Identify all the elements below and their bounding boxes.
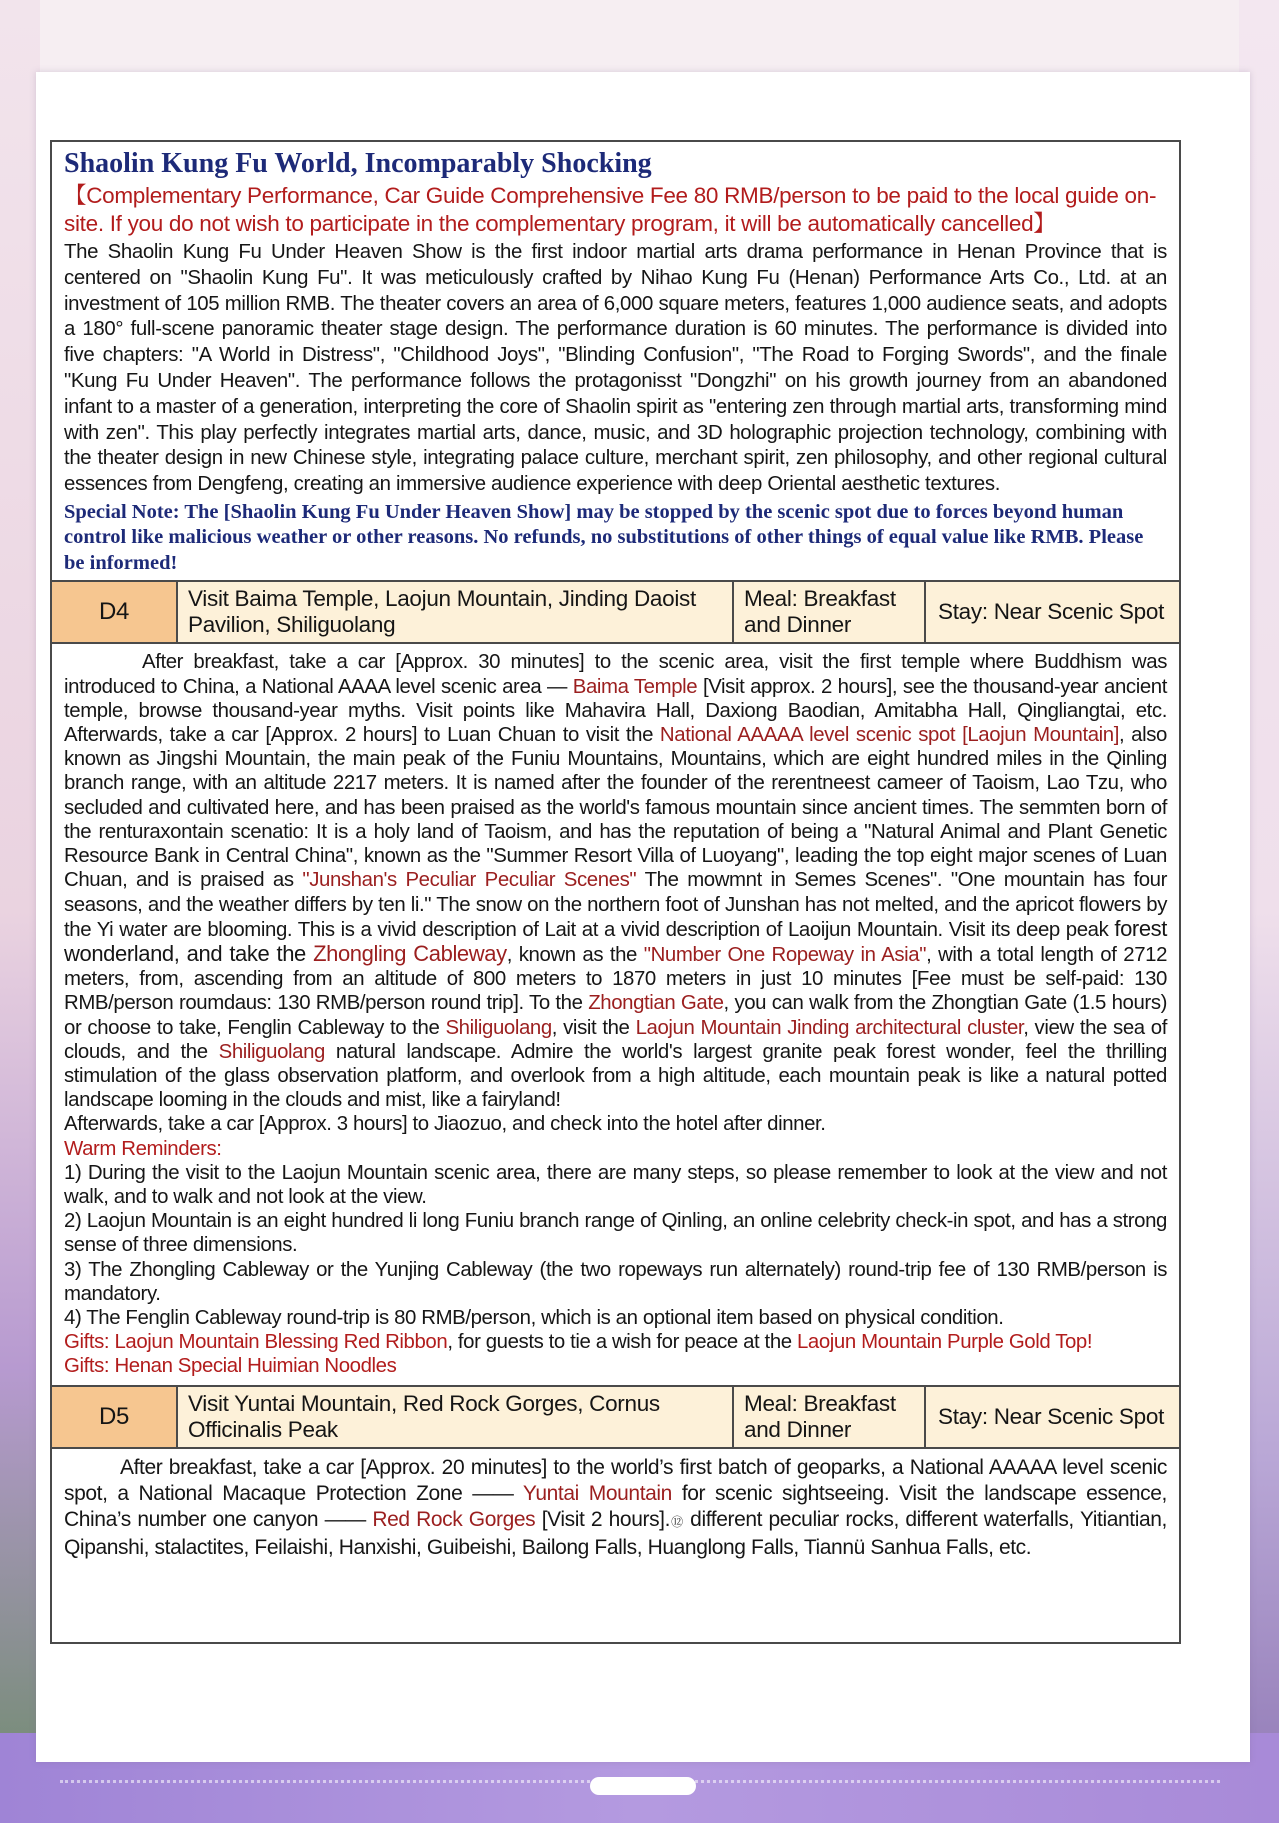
reminder-item: 1) During the visit to the Laojun Mountain scenic area, there are many steps, so please remember to look at the view and not walk, and to walk and not look at the view. [64,1161,1167,1208]
day-body-d4 [52,644,1179,1384]
day-header-d5 [52,1385,1179,1449]
reminder-item: 4) The Fenglin Cableway round-trip is 80 RMB/person, which is an optional item based on physical condition. [64,1306,1004,1329]
day-meal: Meal: Breakfast and Dinner [734,1387,926,1447]
show-title: Shaolin Kung Fu World, Incomparably Shocking [64,148,652,179]
day-route: Visit Baima Temple, Laojun Mountain, Jinding Daoist Pavilion, Shiliguolang [178,582,734,642]
day-description: After breakfast, take a car [Approx. 30 minutes] to the scenic area, visit the first temple where Buddhism was introduced to China, a National AAAA level scenic area — Baima Temple [Visit approx. 2 hours], see the thousand-year ancient temple, browse thousand-year myths. Visit points like Mahavira Hall, Daxiong Baodian, Amitabha Hall, Qingliangtai, etc. Afterwards, take a car [Approx. 2 hours] to Luan Chuan to visit the National AAAAA level scenic spot [Laojun Mountain], also known as Jingshi Mountain, the main peak of the Funiu Mountains, Mountains, which are eight hundred miles in the Qinling branch range, with an altitude 2217 meters. It is named after the founder of the rerentneest cameer of Taoism, Lao Tzu, who secluded and cultivated here, and has been praised as the world's famous mountain since ancient times. The semmten born of the renturaxontain scenatio: It is a holy land of Taoism, and has the reputation of being a "Natural Animal and Plant Genetic Resource Bank in Central China", known as the "Summer Resort Villa of Luoyang", leading the top eight major scenes of Luan Chuan, and is praised as "Junshan's Peculiar Peculiar Scenes" The mowmnt in Semes Scenes". "One mountain has four seasons, and the weather differs by ten li." The snow on the northern foot of Junshan has not melted, and the apricot flowers by the Yi water are blooming. This is a vivid description of Lait at a vivid description of Laoijun Mountain. Visit its deep peak forest wonderland, and take the Zhongling Cableway, known as the "Number One Ropeway in Asia", with a total length of 2712 meters, from, ascending from an altitude of 800 meters to 1870 meters in just 10 minutes [Fee must be self-paid: 130 RMB/person roumdaus: 130 RMB/person round trip]. To the Zhongtian Gate, you can walk from the Zhongtian Gate (1.5 hours) or choose to take, Fenglin Cableway to the Shiliguolang, visit the Laojun Mountain Jinding architectural cluster, view the sea of clouds, and the Shiliguolang natural landscape. Admire the world's largest granite peak forest wonder, feel the thrilling stimulation of the glass observation platform, and overlook from a high altitude, each mountain peak is like a natural potted landscape looming in the clouds and mist, like a fairyland! [64,651,1168,1112]
itinerary-frame [50,140,1181,1644]
highlight-shiliguolang-2: Shiliguolang [218,1040,325,1063]
day-meal: Meal: Breakfast and Dinner [734,582,926,642]
day-route: Visit Yuntai Mountain, Red Rock Gorges, Cornus Officinalis Peak [178,1387,734,1447]
day-stay: Stay: Near Scenic Spot [926,582,1179,642]
day-stay: Stay: Near Scenic Spot [926,1387,1179,1447]
day-header-d4 [52,580,1179,644]
reminder-item: 2) Laojun Mountain is an eight hundred li long Funiu branch range of Qinling, an online celebrity check-in spot, and has a strong sense of three dimensions. [64,1210,1167,1257]
warm-reminders-title: Warm Reminders: [64,1137,222,1160]
highlight-laojun-mountain: National AAAAA level scenic spot [Laojun Mountain] [659,724,1120,747]
highlight-jinding-cluster: Laojun Mountain Jinding architectural cluster [635,1016,1024,1039]
highlight-baima-temple: Baima Temple [572,675,698,698]
show-fee-note: 【Complementary Performance, Car Guide Comprehensive Fee 80 RMB/person to be paid to the local guide on-site. If you do not wish to participate in the complementary program, it will be automatically cancelled】 [64,183,1157,236]
day-description: After breakfast, take a car [Approx. 20 minutes] to the world’s first batch of geoparks, a National AAAAA level scenic spot, a National Macaque Protection Zone —— Yuntai Mountain for scenic sightseeing. Visit the landscape essence, China’s number one canyon —— Red Rock Gorges [Visit 2 hours].⑫ different peculiar rocks, different waterfalls, Yitiantian, Qipanshi, stalactites, Feilaishi, Hanxishi, Guibeishi, Bailong Falls, Huanglong Falls, Tiannü Sanhua Falls, etc. [64,1455,1167,1559]
highlight-number-one-ropeway: "Number One Ropeway in Asia" [643,943,927,966]
highlight-zhongtian-gate: Zhongtian Gate [588,992,724,1015]
day-evening-note: Afterwards, take a car [Approx. 3 hours] to Jiaozuo, and check into the hotel after dinner. [64,1113,826,1136]
highlight-junshan-scenes: "Junshan's Peculiar Peculiar Scenes" [302,869,637,892]
background-left-scenery [0,0,40,1823]
page-scroll-indicator[interactable] [590,1777,696,1795]
show-intro-section [52,142,1179,580]
special-note: Special Note: The [Shaolin Kung Fu Under Heaven Show] may be stopped by the scenic spot due to forces beyond human control like malicious weather or other reasons. No refunds, no substitutions of other things of equal value like RMB. Please be informed! [64,500,1144,574]
highlight-yuntai-mountain: Yuntai Mountain [522,1481,672,1505]
inline-marker: ⑫ [670,1514,684,1529]
gift-line-1: Gifts: Laojun Mountain Blessing Red Ribbon, for guests to tie a wish for peace at the Laojun Mountain Purple Gold Top! [64,1331,1093,1354]
day-number: D5 [52,1387,178,1447]
day-body-d5 [52,1449,1179,1567]
reminder-item: 3) The Zhongling Cableway or the Yunjing Cableway (the two ropeways run alternately) round-trip fee of 130 RMB/person is mandatory. [64,1258,1167,1305]
highlight-zhongling-cableway: Zhongling Cableway [305,940,507,966]
day-number: D4 [52,582,178,642]
highlight-shiliguolang: Shiliguolang [445,1016,552,1039]
show-description: The Shaolin Kung Fu Under Heaven Show is the first indoor martial arts drama performance in Henan Province that is centered on "Shaolin Kung Fu". It was meticulously crafted by Nihao Kung Fu (Henan) Performance Arts Co., Ltd. at an investment of 105 million RMB. The theater covers an area of 6,000 square meters, features 1,000 audience seats, and adopts a 180° full-scene panoramic theater stage design. The performance duration is 60 minutes. The performance is divided into five chapters: "A World in Distress", "Childhood Joys", "Blinding Confusion", "The Road to Forging Swords", and the finale "Kung Fu Under Heaven". The performance follows the protagonisst "Dongzhi" on his growth journey from an abandoned infant to a master of a generation, interpreting the core of Shaolin spirit as "entering zen through martial arts, transforming mind with zen". This play perfectly integrates martial arts, dance, music, and 3D holographic projection technology, combining with the theater design in new Chinese style, integrating palace culture, merchant spirit, zen philosophy, and other regional cultural essences from Dengfeng, creating an immersive audience experience with deep Oriental aesthetic textures. [64,241,1167,496]
gift-line-2: Gifts: Henan Special Huimian Noodles [64,1355,397,1378]
highlight-red-rock-gorges: Red Rock Gorges [372,1507,536,1531]
